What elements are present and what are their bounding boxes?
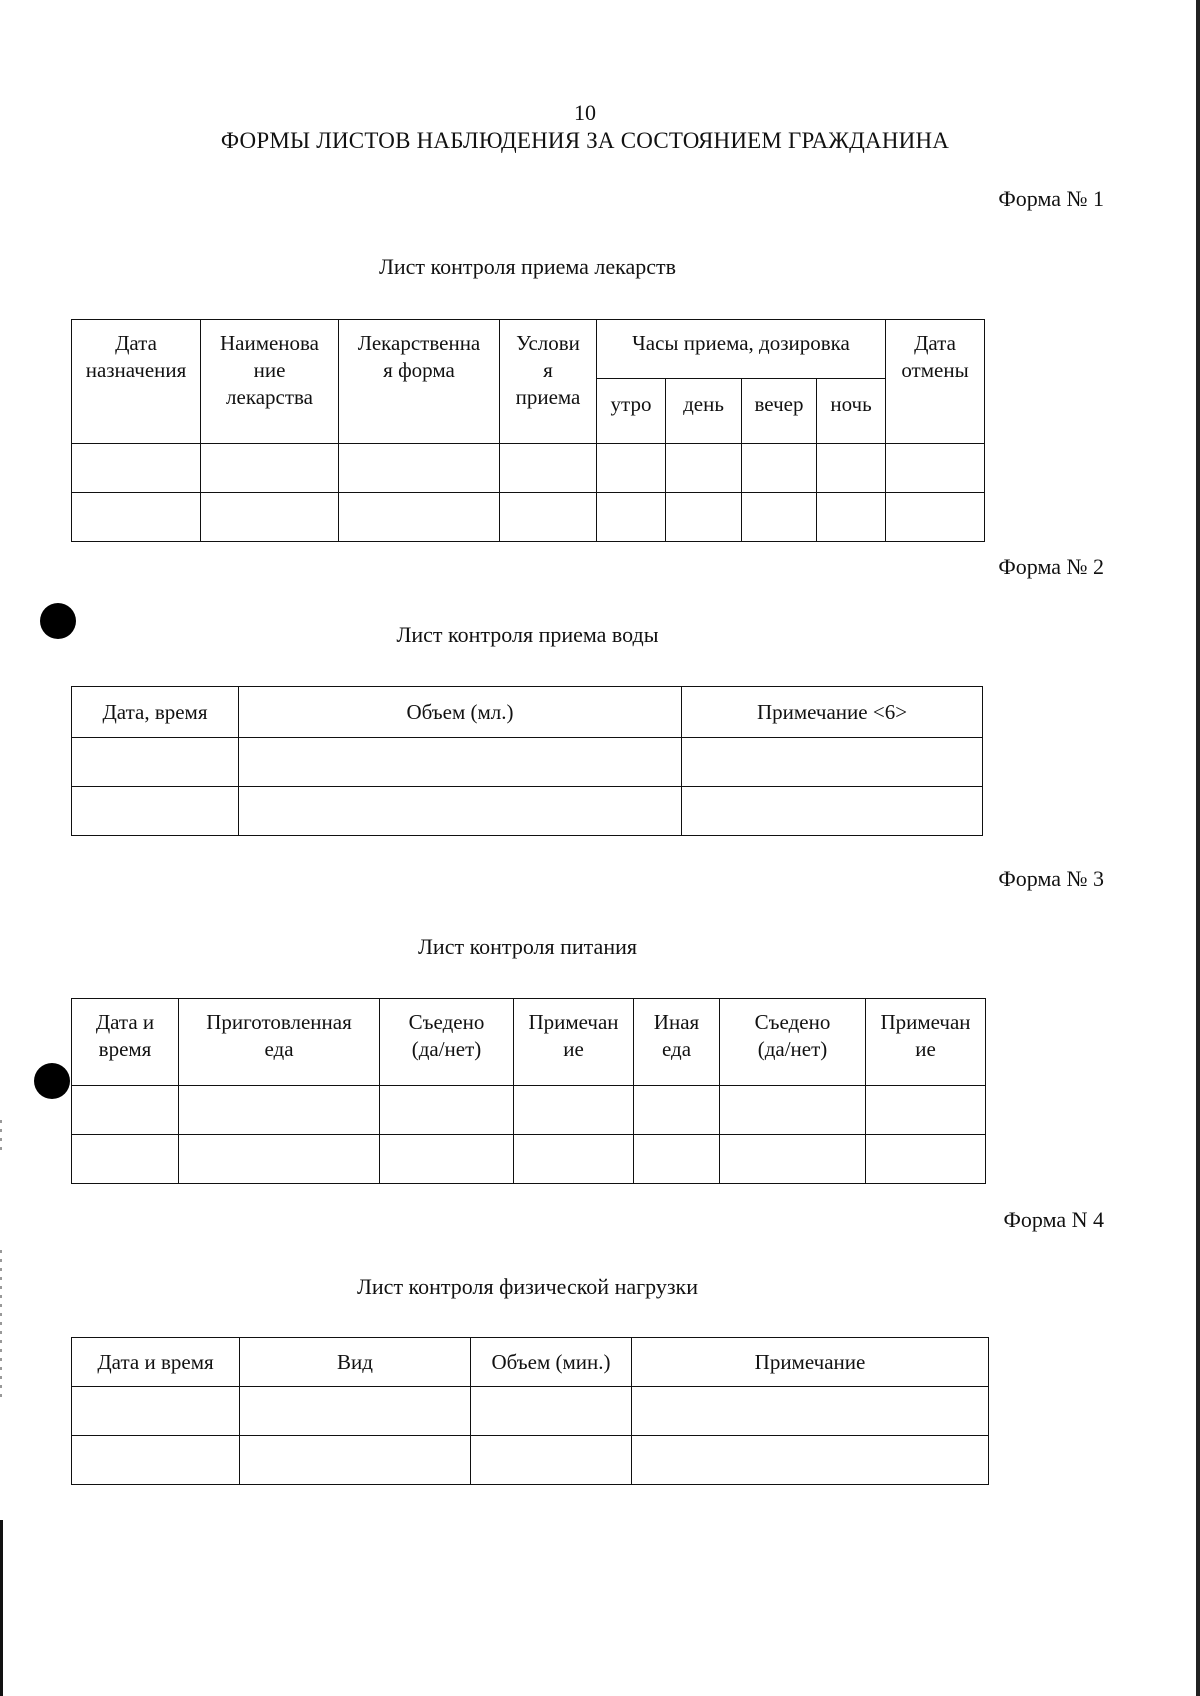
table-cell[interactable]: [339, 444, 500, 493]
form-3-label: Форма № 3: [998, 866, 1104, 891]
table-cell[interactable]: [817, 444, 886, 493]
table-cell[interactable]: [866, 1135, 986, 1184]
table-row: [72, 787, 983, 836]
table-cell[interactable]: [72, 444, 201, 493]
header-night: ночь: [817, 379, 886, 444]
column-header: Примечан ие: [866, 999, 986, 1086]
page-number: 10: [574, 100, 596, 125]
table-cell[interactable]: [72, 1436, 240, 1485]
table-cell[interactable]: [179, 1135, 380, 1184]
table-cell[interactable]: [720, 1135, 866, 1184]
table-cell[interactable]: [632, 1387, 989, 1436]
table-cell[interactable]: [634, 1135, 720, 1184]
table-row: [72, 1086, 986, 1135]
header-date-cancel: Дата отмены: [886, 320, 985, 444]
table-cell[interactable]: [201, 493, 339, 542]
header-conditions: Услови я приема: [500, 320, 597, 444]
table-cell[interactable]: [682, 738, 983, 787]
table-cell[interactable]: [666, 444, 742, 493]
table-cell[interactable]: [380, 1086, 514, 1135]
physical-activity-table: [71, 1337, 989, 1485]
table-cell[interactable]: [817, 493, 886, 542]
column-header: Вид: [240, 1338, 471, 1387]
table-cell[interactable]: [72, 1387, 240, 1436]
scan-artifact: [0, 1120, 2, 1150]
table-cell[interactable]: [239, 738, 682, 787]
header-date-assigned: Дата назначения: [72, 320, 201, 444]
table-cell[interactable]: [471, 1387, 632, 1436]
table-cell[interactable]: [886, 493, 985, 542]
column-header: Дата, время: [72, 687, 239, 738]
column-header: Объем (мин.): [471, 1338, 632, 1387]
table-cell[interactable]: [632, 1436, 989, 1485]
scan-left-edge: [0, 1520, 3, 1696]
column-header: Примечан ие: [514, 999, 634, 1086]
table-cell[interactable]: [240, 1436, 471, 1485]
header-drug-name: Наименова ние лекарства: [201, 320, 339, 444]
nutrition-control-table: [71, 998, 986, 1184]
medication-control-table: [71, 319, 985, 542]
table-cell[interactable]: [201, 444, 339, 493]
table-row: [72, 1135, 986, 1184]
document-title: ФОРМЫ ЛИСТОВ НАБЛЮДЕНИЯ ЗА СОСТОЯНИЕМ ГРАЖДАНИНА: [220, 128, 950, 153]
table-cell[interactable]: [742, 493, 817, 542]
table-cell[interactable]: [514, 1086, 634, 1135]
table-cell[interactable]: [866, 1086, 986, 1135]
scan-right-edge: [1196, 0, 1200, 1696]
column-header: Дата и время: [72, 1338, 240, 1387]
table-cell[interactable]: [72, 493, 201, 542]
column-header: Иная еда: [634, 999, 720, 1086]
table-cell[interactable]: [634, 1086, 720, 1135]
table-cell[interactable]: [239, 787, 682, 836]
column-header: Приготовленная еда: [179, 999, 380, 1086]
header-morning: утро: [597, 379, 666, 444]
table-cell[interactable]: [471, 1436, 632, 1485]
header-hours-dosage: Часы приема, дозировка: [597, 320, 886, 379]
table-cell[interactable]: [240, 1387, 471, 1436]
header-evening: вечер: [742, 379, 817, 444]
form-4-title: Лист контроля физической нагрузки: [356, 1274, 698, 1299]
table-cell[interactable]: [72, 738, 239, 787]
form-1-label: Форма № 1: [998, 186, 1104, 211]
form-4-label: Форма N 4: [1003, 1207, 1104, 1232]
column-header: Дата и время: [72, 999, 179, 1086]
form-2-title: Лист контроля приема воды: [396, 622, 659, 647]
table-cell[interactable]: [597, 493, 666, 542]
table-cell[interactable]: [500, 493, 597, 542]
table-cell[interactable]: [72, 1086, 179, 1135]
table-cell[interactable]: [886, 444, 985, 493]
column-header: Примечание <6>: [682, 687, 983, 738]
table-row: [72, 444, 985, 493]
punch-hole: [34, 1063, 70, 1099]
table-cell[interactable]: [500, 444, 597, 493]
table-cell[interactable]: [380, 1135, 514, 1184]
table-cell[interactable]: [514, 1135, 634, 1184]
table-cell[interactable]: [72, 787, 239, 836]
form-2-label: Форма № 2: [998, 554, 1104, 579]
column-header: Примечание: [632, 1338, 989, 1387]
table-row: [72, 1436, 989, 1485]
scan-artifact: [0, 1250, 2, 1400]
table-cell[interactable]: [72, 1135, 179, 1184]
header-day: день: [666, 379, 742, 444]
table-row: [72, 1387, 989, 1436]
form-1-title: Лист контроля приема лекарств: [378, 254, 677, 279]
table-row: [72, 493, 985, 542]
table-cell[interactable]: [179, 1086, 380, 1135]
table-cell[interactable]: [339, 493, 500, 542]
form-3-title: Лист контроля питания: [418, 934, 637, 959]
table-cell[interactable]: [682, 787, 983, 836]
table-row: [72, 738, 983, 787]
table-cell[interactable]: [597, 444, 666, 493]
column-header: Съедено (да/нет): [720, 999, 866, 1086]
header-dosage-form: Лекарственна я форма: [339, 320, 500, 444]
column-header: Объем (мл.): [239, 687, 682, 738]
table-cell[interactable]: [720, 1086, 866, 1135]
column-header: Съедено (да/нет): [380, 999, 514, 1086]
table-cell[interactable]: [666, 493, 742, 542]
water-control-table: [71, 686, 983, 836]
table-cell[interactable]: [742, 444, 817, 493]
